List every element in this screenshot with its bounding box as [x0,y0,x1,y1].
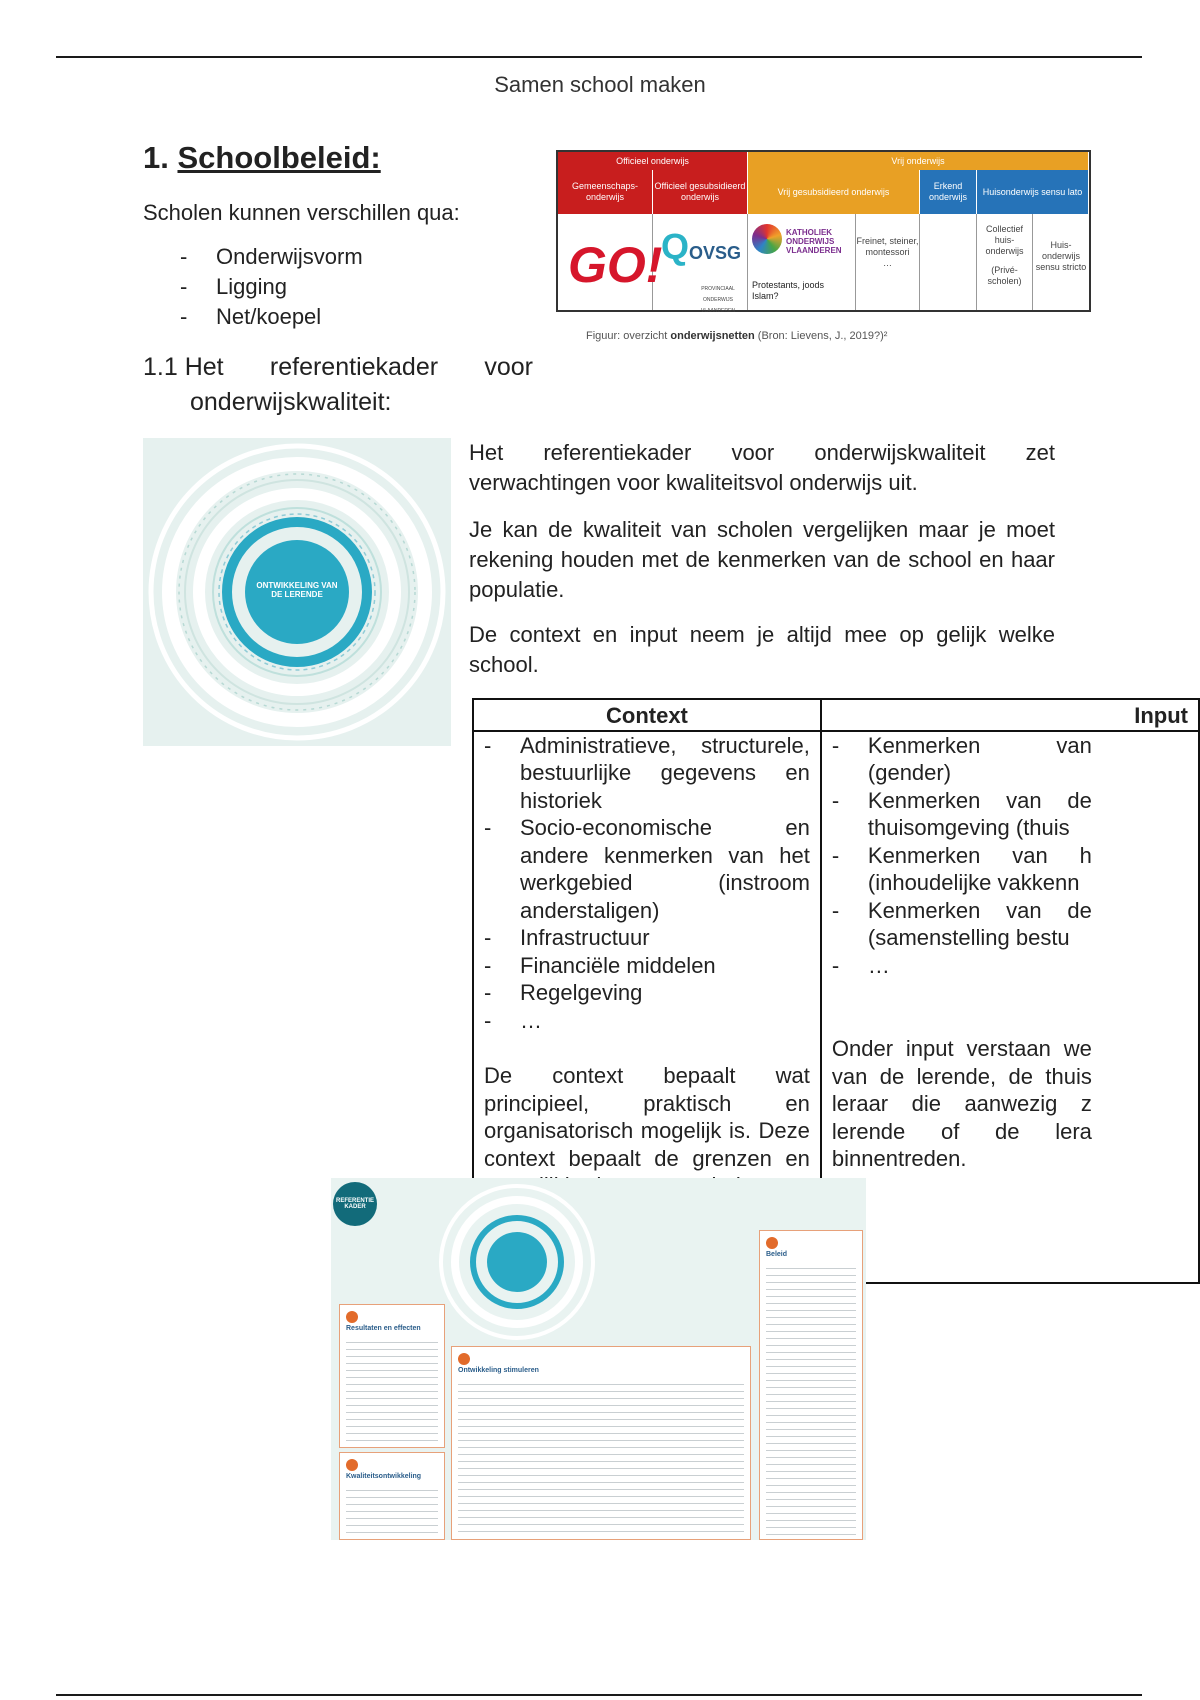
subheader-gemeenschap: Gemeenschaps-onderwijs [558,170,653,214]
card-results: Resultaten en effecten [339,1304,445,1448]
criteria-list [180,242,363,332]
go-logo: GO! [558,214,653,310]
poster-circle-diagram [437,1182,597,1342]
poster-badge: REFERENTIE KADER [333,1182,377,1226]
header-input: Input [821,699,1199,731]
list-item: - Financiële middelen [484,952,810,980]
list-item: - Onderwijsvorm [180,242,363,272]
page-header-title: Samen school maken [494,72,706,97]
section-number: 1. [143,140,169,175]
list-item: - Kenmerken van de (samenstelling bestu [832,897,1092,952]
center-label: ONTWIKKELING VAN DE LERENDE [256,581,338,599]
ovsg-logo: QOVSG PROVINCIAAL ONDERWIJS VLAANDEREN [653,214,748,310]
section-heading [143,140,381,176]
subheader-erkend: Erkend onderwijs [920,170,977,214]
cell-collectief: Collectief huis-onderwijs (Privé-scholen) [977,214,1033,310]
flower-icon [752,224,782,254]
section-intro: Scholen kunnen verschillen qua: [143,200,460,225]
input-cell [821,731,1199,1284]
cell-erkend [920,214,977,310]
list-item: - Regelgeving [484,979,810,1007]
list-item: - … [484,1007,810,1035]
card-quality: Kwaliteitsontwikkeling [339,1452,445,1540]
list-item: - Kenmerken van (gender) [832,732,1092,787]
list-item: - Kenmerken van de thuisomgeving (thuis [832,787,1092,842]
list-item: - Ligging [180,272,363,302]
bottom-rule [56,1694,1142,1696]
list-item: - Net/koepel [180,302,363,332]
reference-framework-poster [331,1178,866,1540]
cell-methods: Freinet, steiner, montessori … [856,214,920,310]
subsection-heading: 1.1 Het referentiekader voor onderwijskwaliteit: [143,353,533,416]
header-officieel: Officieel onderwijs [558,152,748,170]
cell-religions: Protestants, joods Islam? [752,280,825,301]
education-networks-figure [556,150,1091,312]
figure-caption: Figuur: overzicht onderwijsnetten (Bron: Lievens, J., 2019?)² [586,330,888,342]
header-context: Context [473,699,821,731]
subheader-vrij-gesubsidieerd: Vrij gesubsidieerd onderwijs [748,170,920,214]
list-item: - Kenmerken van h (inhoudelijke vakkenn [832,842,1092,897]
provinciaal-logo: PROVINCIAAL ONDERWIJS VLAANDEREN [701,286,735,314]
reference-framework-diagram [143,438,451,746]
list-item: - Socio-economische en andere kenmerken van het werkgebied (instroom anderstaligen) [484,814,810,924]
list-item: - Administratieve, structurele, bestuurlijke gegevens en historiek [484,732,810,815]
top-rule [56,56,1142,58]
context-input-table-wrap [472,698,1200,1178]
subheader-huisonderwijs: Huisonderwijs sensu lato [977,170,1089,214]
list-item: - Infrastructuur [484,924,810,952]
cell-huisonderwijs: Huis-onderwijs sensu stricto [1035,240,1087,272]
paragraph-3: De context en input neem je altijd mee op gelijk welke school. [469,622,1055,677]
paragraph-2: Je kan de kwaliteit van scholen vergelijken maar je moet rekening houden met de kenmerken van de school en haar populatie. [469,517,1055,602]
input-paragraph: Onder input verstaan we van de lerende, de thuis leraar die aanwezig z lerende of de lera binnentreden. [831,1036,1092,1171]
section-title: Schoolbeleid: [177,140,381,175]
card-development: Ontwikkeling stimuleren [451,1346,751,1540]
context-paragraph: De context bepaalt wat principieel, praktisch en organisatorisch mogelijk is. Deze context bepaalt de grenzen en [484,1063,810,1171]
paragraph-1: Het referentiekader voor onderwijskwaliteit zet verwachtingen voor kwaliteitsvol onderwijs uit. [469,440,1055,495]
header-vrij: Vrij onderwijs [748,152,1089,170]
katholiek-onderwijs-logo: KATHOLIEK ONDERWIJS VLAANDEREN Protestants, joods Islam? [748,214,856,310]
list-item: - … [832,952,1092,980]
subheader-officieel-gesubsidieerd: Officieel gesubsidieerd onderwijs [653,170,748,214]
card-policy: Beleid [759,1230,863,1540]
